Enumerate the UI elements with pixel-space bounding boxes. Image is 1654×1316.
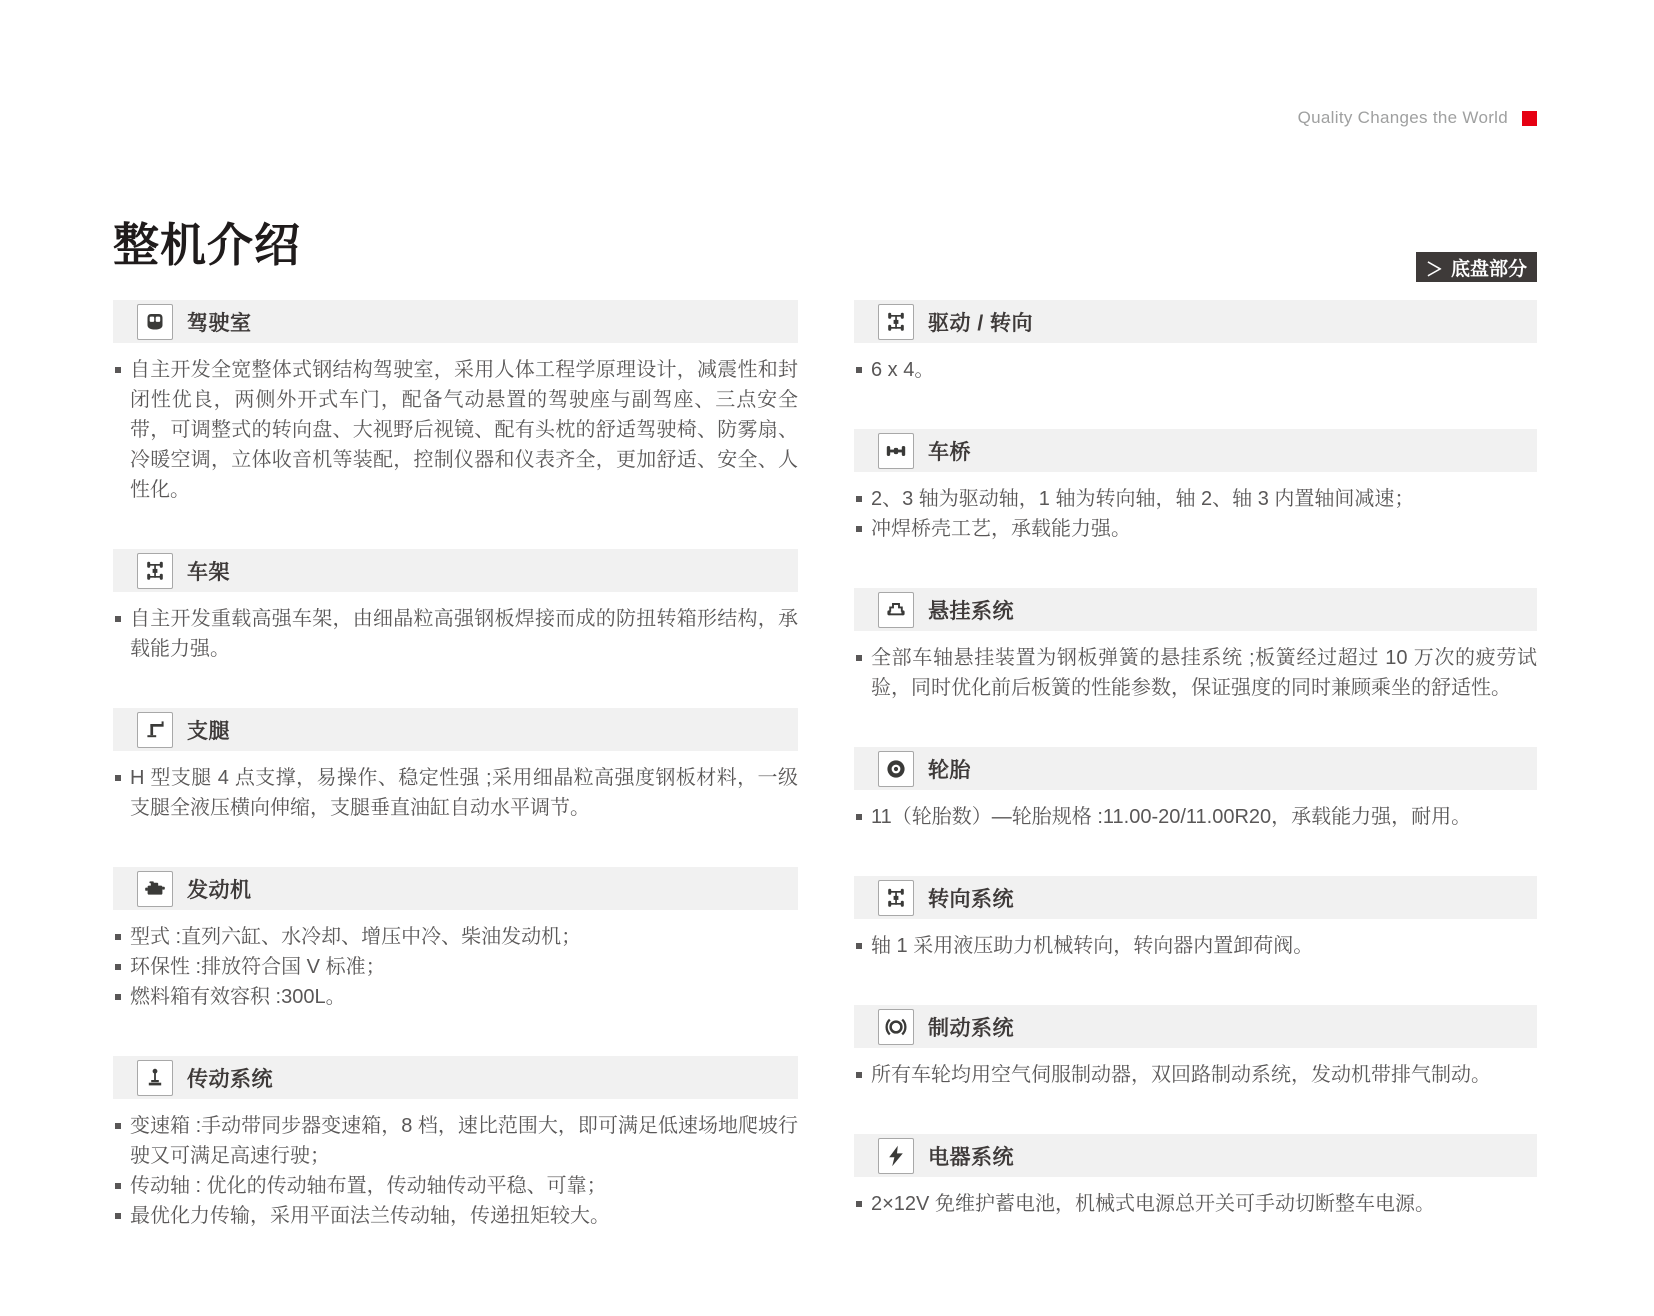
- section-title: 发动机: [187, 878, 252, 902]
- section-title: 车桥: [928, 440, 971, 464]
- gearshift-icon: [137, 1060, 173, 1096]
- electric-icon: [878, 1138, 914, 1174]
- bullet-list: [854, 1189, 1537, 1219]
- bullet-list: [113, 604, 798, 664]
- bullet-item: 2、3 轴为驱动轴，1 轴为转向轴，轴 2、轴 3 内置轴间减速；: [854, 484, 1537, 514]
- section-header: [113, 549, 798, 592]
- bullet-list: [854, 355, 1537, 385]
- section-header: [854, 1005, 1537, 1048]
- bullet-list: [854, 931, 1537, 961]
- section-suspension: [854, 588, 1537, 703]
- bullet-list: [113, 763, 798, 823]
- bullet-item: 冲焊桥壳工艺，承载能力强。: [854, 514, 1537, 544]
- bullet-item: 最优化力传输，采用平面法兰传动轴，传递扭矩较大。: [113, 1201, 798, 1231]
- section-cab: [113, 300, 798, 505]
- section-electric-system: [854, 1134, 1537, 1219]
- section-title: 制动系统: [928, 1016, 1014, 1040]
- section-header: [854, 429, 1537, 472]
- section-title: 悬挂系统: [928, 599, 1014, 623]
- bullet-item: 自主开发重载高强车架，由细晶粒高强钢板焊接而成的防扭转箱形结构，承载能力强。: [113, 604, 798, 664]
- suspension-icon: [878, 592, 914, 628]
- section-engine: [113, 867, 798, 1012]
- bullet-list: [854, 484, 1537, 544]
- section-steering-system: [854, 876, 1537, 961]
- bullet-item: 变速箱 :手动带同步器变速箱，8 档，速比范围大，即可满足低速场地爬坡行驶又可满足高速行驶；: [113, 1111, 798, 1171]
- axle-icon: [878, 433, 914, 469]
- bullet-item: 传动轴 : 优化的传动轴布置，传动轴传动平稳、可靠；: [113, 1171, 798, 1201]
- section-title: 轮胎: [928, 758, 971, 782]
- bullet-item: 自主开发全宽整体式钢结构驾驶室，采用人体工程学原理设计，减震性和封闭性优良，两侧外开式车门，配备气动悬置的驾驶座与副驾座、三点安全带，可调整式的转向盘、大视野后视镜、配有头枕的舒适驾驶椅、防雾扇、冷暖空调，立体收音机等装配，控制仪器和仪表齐全，更加舒适、安全、人性化。: [113, 355, 798, 505]
- section-title: 驾驶室: [187, 311, 252, 335]
- section-header: [113, 1056, 798, 1099]
- section-header: [113, 300, 798, 343]
- section-title: 支腿: [187, 719, 230, 743]
- chapter-badge: [1416, 252, 1537, 282]
- chapter-badge-label: 底盘部分: [1450, 258, 1527, 280]
- engine-icon: [137, 871, 173, 907]
- section-axle: [854, 429, 1537, 544]
- brake-icon: [878, 1009, 914, 1045]
- bullet-item: 燃料箱有效容积 :300L。: [113, 982, 798, 1012]
- bullet-item: 所有车轮均用空气伺服制动器，双回路制动系统，发动机带排气制动。: [854, 1060, 1537, 1090]
- section-transmission: [113, 1056, 798, 1231]
- column-left: [113, 300, 798, 1275]
- chassis-icon: [878, 304, 914, 340]
- section-header: [113, 708, 798, 751]
- bullet-list: [113, 355, 798, 505]
- section-title: 驱动 / 转向: [928, 311, 1034, 335]
- section-brake-system: [854, 1005, 1537, 1090]
- section-outrigger: [113, 708, 798, 823]
- bullet-item: 11（轮胎数）—轮胎规格 :11.00-20/11.00R20，承载能力强，耐用。: [854, 802, 1537, 832]
- section-title: 电器系统: [928, 1145, 1014, 1169]
- chassis-icon: [137, 553, 173, 589]
- section-tires: [854, 747, 1537, 832]
- tire-icon: [878, 751, 914, 787]
- bullet-list: [113, 1111, 798, 1231]
- bullet-list: [854, 643, 1537, 703]
- bullet-list: [854, 802, 1537, 832]
- bullet-item: 6 x 4。: [854, 355, 1537, 385]
- bullet-item: 2×12V 免维护蓄电池，机械式电源总开关可手动切断整车电源。: [854, 1189, 1537, 1219]
- section-header: [854, 300, 1537, 343]
- outrigger-icon: [137, 712, 173, 748]
- section-drive-steering: [854, 300, 1537, 385]
- bullet-list: [854, 1060, 1537, 1090]
- section-header: [854, 747, 1537, 790]
- bullet-item: H 型支腿 4 点支撑，易操作、稳定性强 ;采用细晶粒高强度钢板材料，一级支腿全液压横向伸缩，支腿垂直油缸自动水平调节。: [113, 763, 798, 823]
- section-title: 传动系统: [187, 1067, 273, 1091]
- bullet-item: 环保性 :排放符合国 V 标准；: [113, 952, 798, 982]
- section-title: 转向系统: [928, 887, 1014, 911]
- brand-red-square: [1522, 111, 1537, 126]
- page-title: 整机介绍: [113, 218, 301, 271]
- bullet-item: 型式 :直列六缸、水冷却、增压中冷、柴油发动机；: [113, 922, 798, 952]
- section-header: [854, 876, 1537, 919]
- section-title: 车架: [187, 560, 230, 584]
- cab-icon: [137, 304, 173, 340]
- chevron-right-icon: ＞: [1425, 258, 1443, 280]
- column-right: [854, 300, 1537, 1263]
- bullet-item: 轴 1 采用液压助力机械转向，转向器内置卸荷阀。: [854, 931, 1537, 961]
- section-frame: [113, 549, 798, 664]
- chassis-icon: [878, 880, 914, 916]
- slogan-text: Quality Changes the World: [1297, 108, 1508, 127]
- slogan-row: [1298, 108, 1537, 128]
- content-columns: [113, 300, 1537, 1275]
- section-header: [854, 1134, 1537, 1177]
- section-header: [854, 588, 1537, 631]
- section-header: [113, 867, 798, 910]
- bullet-item: 全部车轴悬挂装置为钢板弹簧的悬挂系统 ;板簧经过超过 10 万次的疲劳试验，同时优化前后板簧的性能参数，保证强度的同时兼顾乘坐的舒适性。: [854, 643, 1537, 703]
- bullet-list: [113, 922, 798, 1012]
